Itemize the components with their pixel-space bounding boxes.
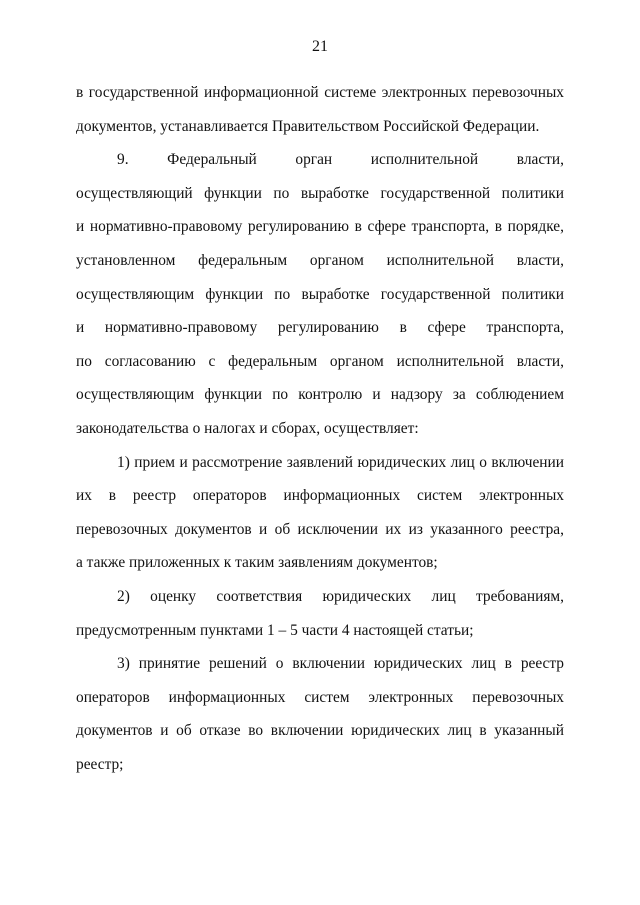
text-line: перевозочных документов и об исключении их из указанного реестра, xyxy=(76,520,564,538)
text-line: и нормативно-правовому регулированию в сфере транспорта, xyxy=(76,319,564,337)
text-line: документов, устанавливается Правительством Российской Федерации. xyxy=(76,117,540,135)
text-line: 3) принятие решений о включении юридических лиц в реестр xyxy=(117,655,564,673)
paragraph-item-9 xyxy=(76,143,564,445)
text-line: предусмотренным пунктами 1 – 5 части 4 настоящей статьи; xyxy=(76,621,474,639)
text-line: 1) прием и рассмотрение заявлений юридических лиц о включении xyxy=(117,453,564,471)
text-line: осуществляющим функции по выработке государственной политики xyxy=(76,285,564,303)
paragraph-subitem-2 xyxy=(76,580,564,647)
paragraph-subitem-1 xyxy=(76,446,564,580)
text-line: их в реестр операторов информационных систем электронных xyxy=(76,487,564,505)
page-number: 21 xyxy=(312,38,328,55)
document-body xyxy=(76,76,564,781)
text-line: осуществляющий функции по выработке государственной политики xyxy=(76,184,564,202)
text-line: и нормативно-правовому регулированию в сфере транспорта, в порядке, xyxy=(76,218,564,236)
text-line: а также приложенных к таким заявлениям документов; xyxy=(76,554,438,572)
text-line: в государственной информационной системе электронных перевозочных xyxy=(76,84,564,101)
text-line: установленном федеральным органом исполнительной власти, xyxy=(76,251,564,269)
text-line: операторов информационных систем электронных перевозочных xyxy=(76,688,564,706)
text-line: 9. Федеральный орган исполнительной власти, xyxy=(117,151,564,169)
text-line: документов и об отказе во включении юридических лиц в указанный xyxy=(76,722,564,740)
paragraph-subitem-3 xyxy=(76,647,564,781)
text-line: реестр; xyxy=(76,755,124,773)
text-line: осуществляющим функции по контролю и надзору за соблюдением xyxy=(76,386,564,404)
text-line: законодательства о налогах и сборах, осуществляет: xyxy=(76,419,419,437)
paragraph-continuation xyxy=(76,76,564,143)
text-line: 2) оценку соответствия юридических лиц требованиям, xyxy=(117,587,564,605)
text-line: по согласованию с федеральным органом исполнительной власти, xyxy=(76,352,564,370)
